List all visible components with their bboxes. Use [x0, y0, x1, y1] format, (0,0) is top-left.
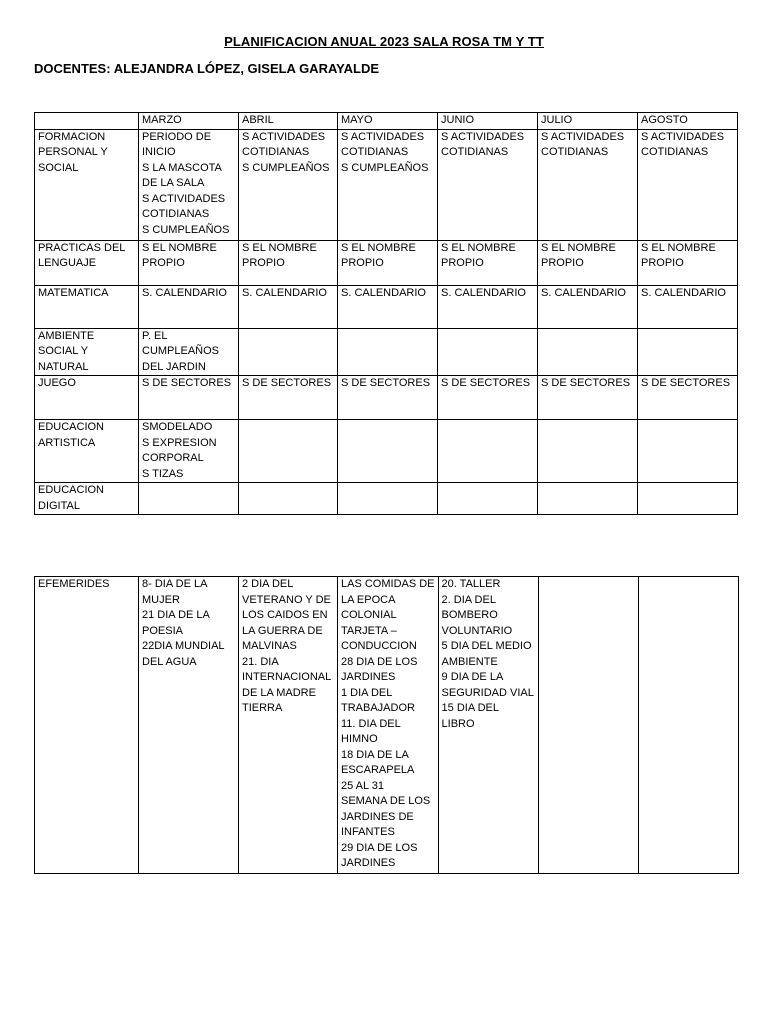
cell-line: JARDINES [341, 671, 396, 683]
cell-line: S DE SECTORES [142, 377, 232, 389]
cell-line: P. EL [142, 329, 168, 342]
cell-line: S ACTIVIDADES [341, 130, 425, 143]
cell-line: COTIDIANAS [142, 208, 210, 220]
cell-line: 28 DIA DE LOS [341, 655, 418, 668]
cell-line: S CUMPLEAÑOS [242, 161, 330, 174]
activity-cell [538, 240, 638, 285]
cell-line: DE LA SALA [142, 177, 205, 189]
cell-line: AMBIENTE [441, 655, 498, 668]
activity-cell [338, 420, 438, 483]
cell-line: S EL NOMBRE [641, 241, 716, 254]
cell-line: EDUCACION [38, 484, 105, 496]
efemerides-row [35, 577, 739, 874]
activity-cell [338, 240, 438, 285]
cell-line: DIGITAL [38, 499, 80, 512]
cell-line: COTIDIANAS [341, 146, 409, 158]
activity-cell [638, 420, 738, 483]
activity-cell [239, 285, 338, 328]
cell-line: S ACTIVIDADES [641, 130, 725, 143]
activity-cell [338, 129, 438, 240]
cell-line: JARDINES DE [341, 810, 414, 823]
efemerides-cell [638, 577, 738, 874]
activity-cell [538, 285, 638, 328]
cell-line: PROPIO [541, 257, 584, 269]
activity-cell [139, 285, 239, 328]
area-cell [35, 483, 139, 515]
activity-cell [538, 129, 638, 240]
activity-cell [338, 285, 438, 328]
cell-line: S DE SECTORES [641, 377, 731, 389]
area-row [35, 129, 738, 240]
cell-line: 1 DIA DEL [341, 686, 393, 699]
activity-cell [638, 240, 738, 285]
activity-cell [239, 328, 338, 376]
cell-line: S EL NOMBRE [242, 241, 317, 254]
cell-line: INTERNACIONAL [242, 671, 332, 683]
cell-line: COTIDIANAS [441, 146, 509, 158]
efemerides-cell [438, 577, 538, 874]
cell-line: 15 DIA DEL [441, 702, 500, 714]
cell-line: MATEMATICA [38, 286, 109, 299]
activity-cell [438, 420, 538, 483]
cell-line: CORPORAL [142, 452, 204, 464]
cell-line: 22DIA MUNDIAL [142, 640, 225, 652]
cell-line: S CUMPLEAÑOS [341, 161, 429, 174]
area-row [35, 328, 738, 376]
cell-line: JARDINES [341, 857, 396, 869]
cell-line: S. CALENDARIO [641, 286, 726, 299]
cell-line: 29 DIA DE LOS [341, 841, 418, 854]
efemerides-cell [139, 577, 239, 874]
cell-line: HIMNO [341, 733, 378, 745]
cell-line: S TIZAS [142, 467, 184, 480]
cell-line: 2 DIA DEL [242, 578, 294, 590]
cell-line: S DE SECTORES [242, 377, 332, 389]
activity-cell [538, 376, 638, 420]
cell-line: LA GUERRA DE [242, 624, 323, 637]
activity-cell [538, 483, 638, 515]
activity-cell [239, 129, 338, 240]
activity-cell [338, 376, 438, 420]
efemerides-cell [538, 577, 638, 874]
activity-cell [638, 376, 738, 420]
cell-line: PROPIO [341, 257, 384, 269]
efemerides-table [34, 576, 739, 874]
cell-line: S. CALENDARIO [242, 286, 327, 299]
activity-cell [139, 420, 239, 483]
area-cell [35, 240, 139, 285]
cell-line: PROPIO [242, 257, 285, 269]
activity-cell [338, 328, 438, 376]
cell-line: PROPIO [641, 257, 684, 269]
cell-line: S EL NOMBRE [341, 241, 416, 254]
month-header-cell: JUNIO [438, 113, 538, 130]
cell-line: PROPIO [142, 257, 185, 269]
area-row [35, 285, 738, 328]
cell-line: S EL NOMBRE [541, 241, 616, 254]
cell-line: FORMACION [38, 130, 106, 143]
cell-line: 18 DIA DE LA [341, 748, 409, 761]
area-row [35, 376, 738, 420]
cell-line: DEL JARDIN [142, 360, 206, 373]
cell-line: S EL NOMBRE [142, 241, 217, 254]
month-header-cell: ABRIL [239, 113, 338, 130]
cell-line: PRACTICAS DEL [38, 241, 126, 254]
cell-line: VETERANO Y DE [242, 593, 331, 606]
cell-line: S CUMPLEAÑOS [142, 223, 230, 236]
cell-line: S. CALENDARIO [541, 286, 626, 299]
activity-cell [139, 328, 239, 376]
cell-line: SEGURIDAD VIAL [441, 686, 534, 699]
cell-line: 20. TALLER [441, 578, 501, 590]
cell-line: S ACTIVIDADES [441, 130, 525, 143]
area-cell [35, 376, 139, 420]
activity-cell [438, 328, 538, 376]
efemerides-cell [338, 577, 439, 874]
header-corner-cell [35, 113, 139, 130]
cell-line: MUJER [142, 593, 180, 606]
cell-line: MALVINAS [242, 640, 297, 652]
cell-line: 25 AL 31 [341, 779, 385, 792]
cell-line: S ACTIVIDADES [142, 192, 226, 205]
cell-line: DE LA MADRE [242, 686, 316, 699]
cell-line: S. CALENDARIO [142, 286, 227, 299]
activity-cell [538, 328, 638, 376]
efemerides-cell [239, 577, 338, 874]
cell-line: S ACTIVIDADES [242, 130, 326, 143]
cell-line: COTIDIANAS [541, 146, 609, 158]
area-cell [35, 328, 139, 376]
cell-line: S. CALENDARIO [341, 286, 426, 299]
activity-cell [139, 240, 239, 285]
cell-line: ARTISTICA [38, 436, 96, 449]
cell-line: 21. DIA [242, 655, 279, 668]
cell-line: COTIDIANAS [641, 146, 709, 158]
cell-line: PROPIO [441, 257, 484, 269]
cell-line: LOS CAIDOS EN [242, 609, 328, 621]
month-header-cell: JULIO [538, 113, 638, 130]
cell-line: CUMPLEAÑOS [142, 345, 220, 357]
activity-cell [438, 129, 538, 240]
cell-line: SOCIAL [38, 161, 79, 174]
cell-line: COTIDIANAS [242, 146, 310, 158]
efemerides-label-cell: EFEMERIDES [35, 577, 139, 874]
cell-line: INFANTES [341, 826, 395, 838]
cell-line: PERSONAL Y [38, 146, 108, 158]
area-row [35, 420, 738, 483]
activity-cell [438, 240, 538, 285]
activity-cell [139, 129, 239, 240]
cell-line: TARJETA – [341, 624, 397, 637]
cell-line: LIBRO [441, 717, 475, 730]
cell-line: VOLUNTARIO [441, 624, 513, 637]
cell-line: 2. DIA DEL [441, 593, 496, 606]
cell-line: S ACTIVIDADES [541, 130, 625, 143]
activity-cell [638, 328, 738, 376]
area-row [35, 483, 738, 515]
planning-table [34, 112, 738, 515]
cell-line: TIERRA [242, 702, 283, 714]
cell-line: 8- DIA DE LA [142, 578, 208, 590]
month-header-cell: AGOSTO [638, 113, 738, 130]
area-cell [35, 285, 139, 328]
activity-cell [139, 376, 239, 420]
cell-line: AMBIENTE [38, 329, 95, 342]
activity-cell [239, 376, 338, 420]
cell-line: CONDUCCION [341, 640, 417, 652]
cell-line: S DE SECTORES [541, 377, 631, 389]
activity-cell [638, 129, 738, 240]
cell-line: S. CALENDARIO [441, 286, 526, 299]
cell-line: EDUCACION [38, 421, 105, 433]
activity-cell [239, 240, 338, 285]
cell-line: LENGUAJE [38, 257, 97, 269]
activity-cell [239, 420, 338, 483]
cell-line: PERIODO DE [142, 130, 212, 143]
activity-cell [338, 483, 438, 515]
cell-line: SOCIAL Y [38, 345, 89, 357]
activity-cell [139, 483, 239, 515]
cell-line: 9 DIA DE LA [441, 671, 504, 683]
cell-line: 21 DIA DE LA [142, 609, 210, 621]
teachers-line: DOCENTES: ALEJANDRA LÓPEZ, GISELA GARAYALDE [34, 61, 380, 76]
area-cell [35, 129, 139, 240]
month-header-row [35, 113, 738, 130]
cell-line: NATURAL [38, 360, 89, 373]
activity-cell [438, 376, 538, 420]
activity-cell [438, 285, 538, 328]
cell-line: S LA MASCOTA [142, 161, 222, 174]
cell-line: TRABAJADOR [341, 702, 415, 714]
cell-line: POESIA [142, 624, 183, 637]
cell-line: ESCARAPELA [341, 764, 415, 776]
activity-cell [438, 483, 538, 515]
cell-line: COLONIAL [341, 609, 397, 621]
cell-line: LAS COMIDAS DE [341, 578, 435, 590]
month-header-cell: MARZO [139, 113, 239, 130]
document-title: PLANIFICACION ANUAL 2023 SALA ROSA TM Y TT [224, 34, 544, 49]
cell-line: S EXPRESION [142, 436, 217, 449]
cell-line: S DE SECTORES [341, 377, 431, 389]
cell-line: S DE SECTORES [441, 377, 531, 389]
activity-cell [538, 420, 638, 483]
cell-line: DEL AGUA [142, 655, 197, 668]
cell-line: INICIO [142, 146, 176, 158]
area-row [35, 240, 738, 285]
activity-cell [638, 285, 738, 328]
cell-line: LA EPOCA [341, 593, 396, 606]
month-header-cell: MAYO [338, 113, 438, 130]
area-cell [35, 420, 139, 483]
cell-line: SEMANA DE LOS [341, 795, 431, 807]
cell-line: 11. DIA DEL [341, 717, 401, 730]
activity-cell [638, 483, 738, 515]
cell-line: 5 DIA DEL MEDIO [441, 640, 532, 652]
cell-line: BOMBERO [441, 609, 498, 621]
activity-cell [239, 483, 338, 515]
cell-line: SMODELADO [142, 421, 213, 433]
cell-line: JUEGO [38, 377, 76, 389]
cell-line: S EL NOMBRE [441, 241, 516, 254]
